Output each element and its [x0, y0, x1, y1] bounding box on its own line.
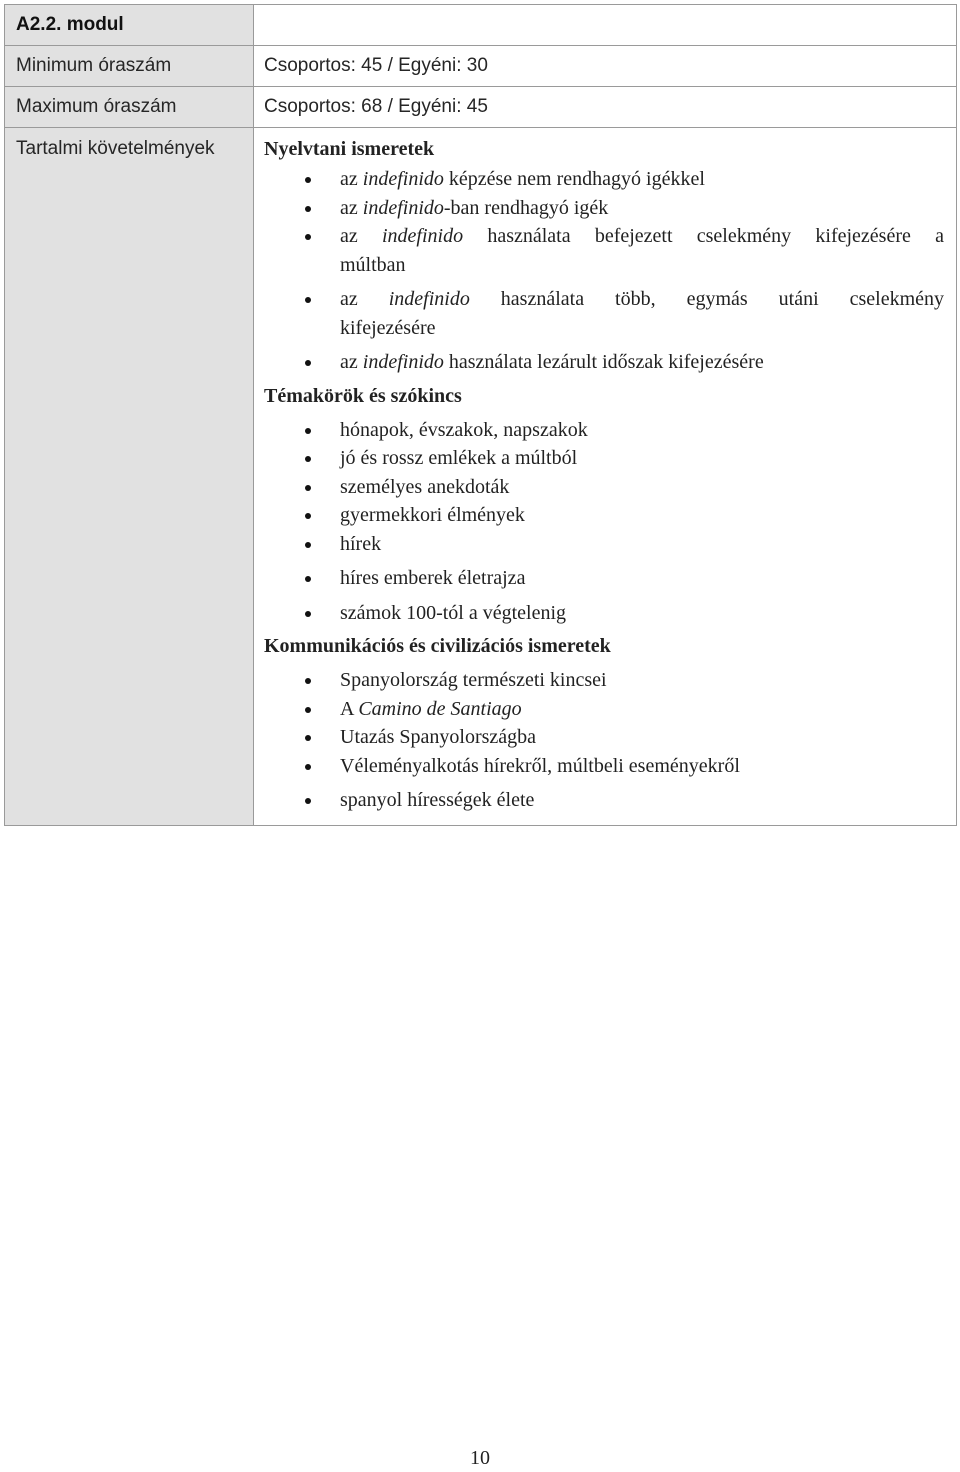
list-item: az indefinido-ban rendhagyó igék [264, 194, 944, 223]
list-item: az indefinido képzése nem rendhagyó igékkel [264, 165, 944, 194]
list-item: az indefinido használata lezárult időszak kifejezésére [264, 348, 944, 377]
module-title-empty-cell [254, 5, 957, 46]
min-hours-label: Minimum óraszám [5, 46, 254, 87]
list-item: híres emberek életrajza [264, 564, 944, 593]
topics-heading: Témakörök és szókincs [264, 384, 462, 407]
list-item: az indefinido használata befejezett cselekmény kifejezésére a múltban [264, 222, 944, 279]
module-title: A2.2. modul [5, 5, 254, 46]
list-item: Véleményalkotás hírekről, múltbeli eseményekről [264, 752, 944, 781]
grammar-heading: Nyelvtani ismeretek [264, 138, 435, 160]
list-item: spanyol hírességek élete [264, 786, 944, 815]
max-hours-label: Maximum óraszám [5, 87, 254, 128]
module-table [4, 4, 957, 826]
list-item: jó és rossz emlékek a múltból [264, 444, 944, 473]
list-item: gyermekkori élmények [264, 501, 944, 530]
topics-list [264, 416, 944, 628]
content-requirements-cell [254, 128, 957, 826]
culture-heading: Kommunikációs és civilizációs ismeretek [264, 635, 611, 657]
list-item: az indefinido használata több, egymás utáni cselekmény kifejezésére [264, 285, 944, 342]
min-hours-value: Csoportos: 45 / Egyéni: 30 [254, 46, 957, 87]
list-item: Utazás Spanyolországba [264, 723, 944, 752]
list-item: A Camino de Santiago [264, 695, 944, 724]
max-hours-value: Csoportos: 68 / Egyéni: 45 [254, 87, 957, 128]
culture-list [264, 666, 944, 815]
page-number: 10 [470, 1447, 490, 1469]
list-item: hónapok, évszakok, napszakok [264, 416, 944, 445]
content-requirements-label: Tartalmi követelmények [5, 128, 254, 826]
grammar-list [264, 165, 944, 377]
list-item: számok 100-tól a végtelenig [264, 599, 944, 628]
list-item: hírek [264, 530, 944, 559]
list-item: Spanyolország természeti kincsei [264, 666, 944, 695]
list-item: személyes anekdoták [264, 473, 944, 502]
